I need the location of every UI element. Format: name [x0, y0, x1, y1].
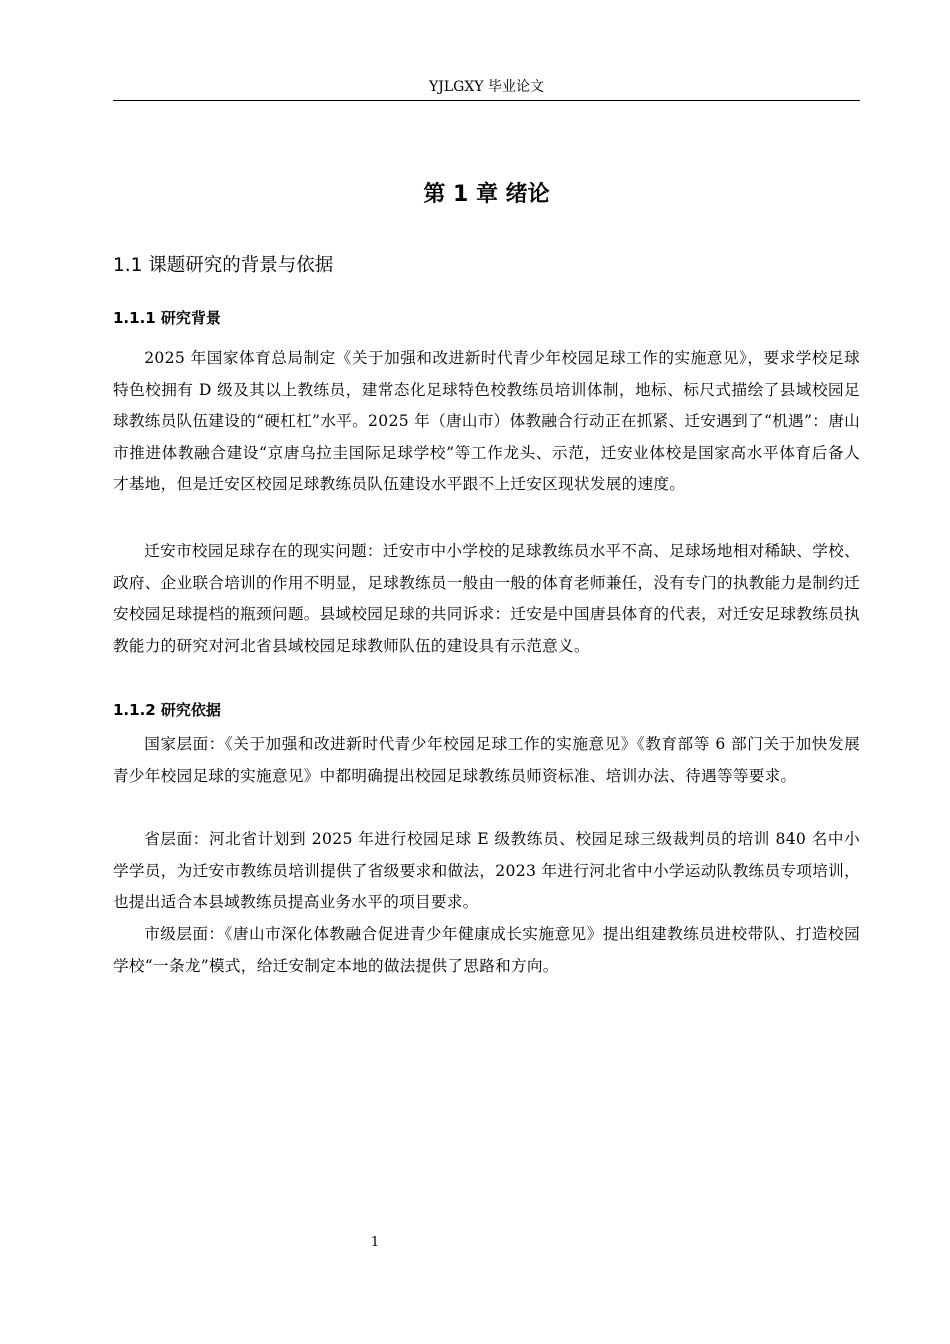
page-number: 1: [370, 1235, 380, 1250]
body-paragraph: 国家层面：《关于加强和改进新时代青少年校园足球工作的实施意见》《教育部等 6 部门关于加快发展青少年校园足球的实施意见》中都明确提出校园足球教练员师资标准、培训办法、待遇等等要求。: [113, 735, 860, 785]
running-header: YJLGXY 毕业论文: [429, 79, 544, 95]
chapter-title: 第 1 章 绪论: [423, 182, 550, 207]
body-paragraph: 市级层面：《唐山市深化体教融合促进青少年健康成长实施意见》提出组建教练员进校带队、打造校园学校“一条龙”模式，给迁安制定本地的做法提供了思路和方向。: [113, 925, 860, 975]
subsection-heading-1-1-2: 1.1.2 研究依据: [113, 701, 221, 719]
section-heading-1-1: 1.1 课题研究的背景与依据: [113, 255, 334, 276]
body-paragraph: 省层面：河北省计划到 2025 年进行校园足球 E 级教练员、校园足球三级裁判员的培训 840 名中小学学员，为迁安市教练员培训提供了省级要求和做法，2023 年进行河北省中小学运动队教练员专项培训，也提出适合本县域教练员提高业务水平的项目要求。: [113, 830, 860, 911]
header-rule: [113, 100, 860, 101]
body-paragraph: 迁安市校园足球存在的现实问题：迁安市中小学校的足球教练员水平不高、足球场地相对稀缺、学校、政府、企业联合培训的作用不明显，足球教练员一般由一般的体育老师兼任，没有专门的执教能力是制约迁安校园足球提档的瓶颈问题。县域校园足球的共同诉求：迁安是中国唐县体育的代表，对迁安足球教练员执教能力的研究对河北省县域校园足球教师队伍的建设具有示范意义。: [113, 542, 861, 655]
subsection-heading-1-1-1: 1.1.1 研究背景: [113, 309, 221, 327]
body-paragraph: 2025 年国家体育总局制定《关于加强和改进新时代青少年校园足球工作的实施意见》，要求学校足球特色校拥有 D 级及其以上教练员，建常态化足球特色校教练员培训体制，地标、标尺式描绘了县域校园足球教练员队伍建设的“硬杠杠”水平。2025 年（唐山市）体教融合行动正在抓紧、迁安遇到了“机遇”：唐山市推进体教融合建设“京唐乌拉圭国际足球学校”等工作龙头、示范，迁安业体校是国家高水平体育后备人才基地，但是迁安区校园足球教练员队伍建设水平跟不上迁安区现状发展的速度。: [113, 349, 860, 493]
